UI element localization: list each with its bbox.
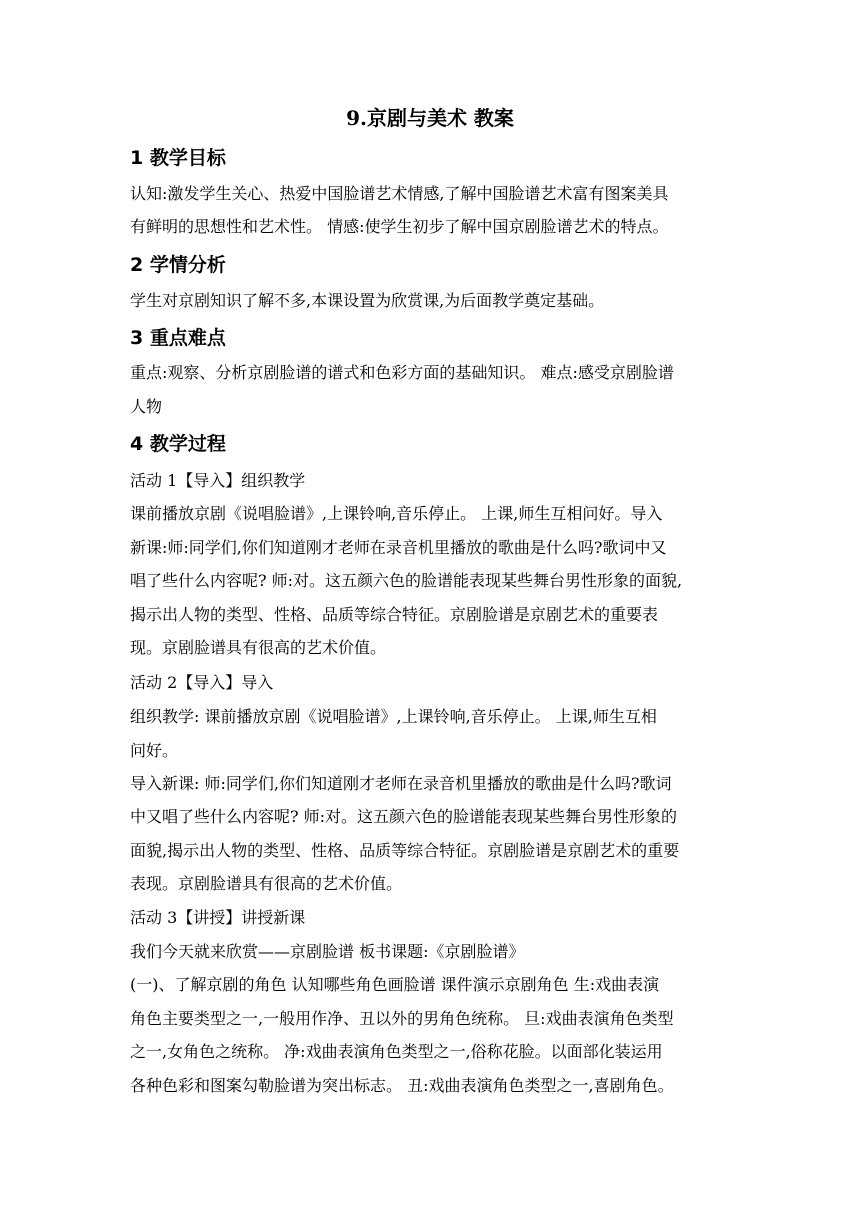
paragraph-line: 导入新课: 师:同学们,你们知道刚才老师在录音机里播放的歌曲是什么吗?歌词 [130,774,672,793]
activity-heading: 活动 3【讲授】讲授新课 [130,908,306,927]
activity-heading: 活动 1【导入】组织教学 [130,471,306,490]
paragraph-line: 新课:师:同学们,你们知道刚才老师在录音机里播放的歌曲是什么吗?歌词中又 [130,538,667,557]
section-heading-key-points: 3 重点难点 [130,327,226,349]
paragraph-line: 问好。 [130,741,179,760]
paragraph-line: 有鲜明的思想性和艺术性。 情感:使学生初步了解中国京剧脸谱艺术的特点。 [130,217,669,236]
paragraph-line: 人物 [130,397,163,416]
paragraph-line: 我们今天就来欣赏——京剧脸谱 板书课题:《京剧脸谱》 [130,942,525,961]
document-title: 9.京剧与美术 教案 [346,106,514,130]
paragraph-line: 学生对京剧知识了解不多,本课设置为欣赏课,为后面教学奠定基础。 [130,291,605,310]
paragraph-line: 之一,女角色之统称。 净:戏曲表演角色类型之一,俗称花脸。以面部化装运用 [130,1042,663,1061]
paragraph-line: 角色主要类型之一,一般用作净、丑以外的男角色统称。 旦:戏曲表演角色类型 [130,1009,674,1028]
paragraph-line: 面貌,揭示出人物的类型、性格、品质等综合特征。京剧脸谱是京剧艺术的重要 [130,841,680,860]
paragraph-line: 中又唱了些什么内容呢? 师:对。这五颜六色的脸谱能表现某些舞台男性形象的 [130,807,678,826]
paragraph-line: 唱了些什么内容呢? 师:对。这五颜六色的脸谱能表现某些舞台男性形象的面貌, [130,571,683,590]
section-heading-teaching-process: 4 教学过程 [130,433,226,455]
paragraph-line: 重点:观察、分析京剧脸谱的谱式和色彩方面的基础知识。 难点:感受京剧脸谱 [130,363,674,382]
paragraph-line: 认知:激发学生关心、热爱中国脸谱艺术情感,了解中国脸谱艺术富有图案美具 [130,184,669,203]
paragraph-line: (一)、了解京剧的角色 认知哪些角色画脸谱 课件演示京剧角色 生:戏曲表演 [130,975,660,994]
activity-heading: 活动 2【导入】导入 [130,673,274,692]
paragraph-line: 各种色彩和图案勾勒脸谱为突出标志。 丑:戏曲表演角色类型之一,喜剧角色。 [130,1076,674,1095]
paragraph-line: 现。京剧脸谱具有很高的艺术价值。 [130,638,387,657]
paragraph-line: 组织教学: 课前播放京剧《说唱脸谱》,上课铃响,音乐停止。 上课,师生互相 [130,707,657,726]
paragraph-line: 表现。京剧脸谱具有很高的艺术价值。 [130,874,403,893]
paragraph-line: 课前播放京剧《说唱脸谱》,上课铃响,音乐停止。 上课,师生互相问好。导入 [130,504,663,523]
paragraph-line: 揭示出人物的类型、性格、品质等综合特征。京剧脸谱是京剧艺术的重要表 [130,605,659,624]
section-heading-student-analysis: 2 学情分析 [130,254,226,276]
section-heading-teaching-goals: 1 教学目标 [130,147,226,169]
